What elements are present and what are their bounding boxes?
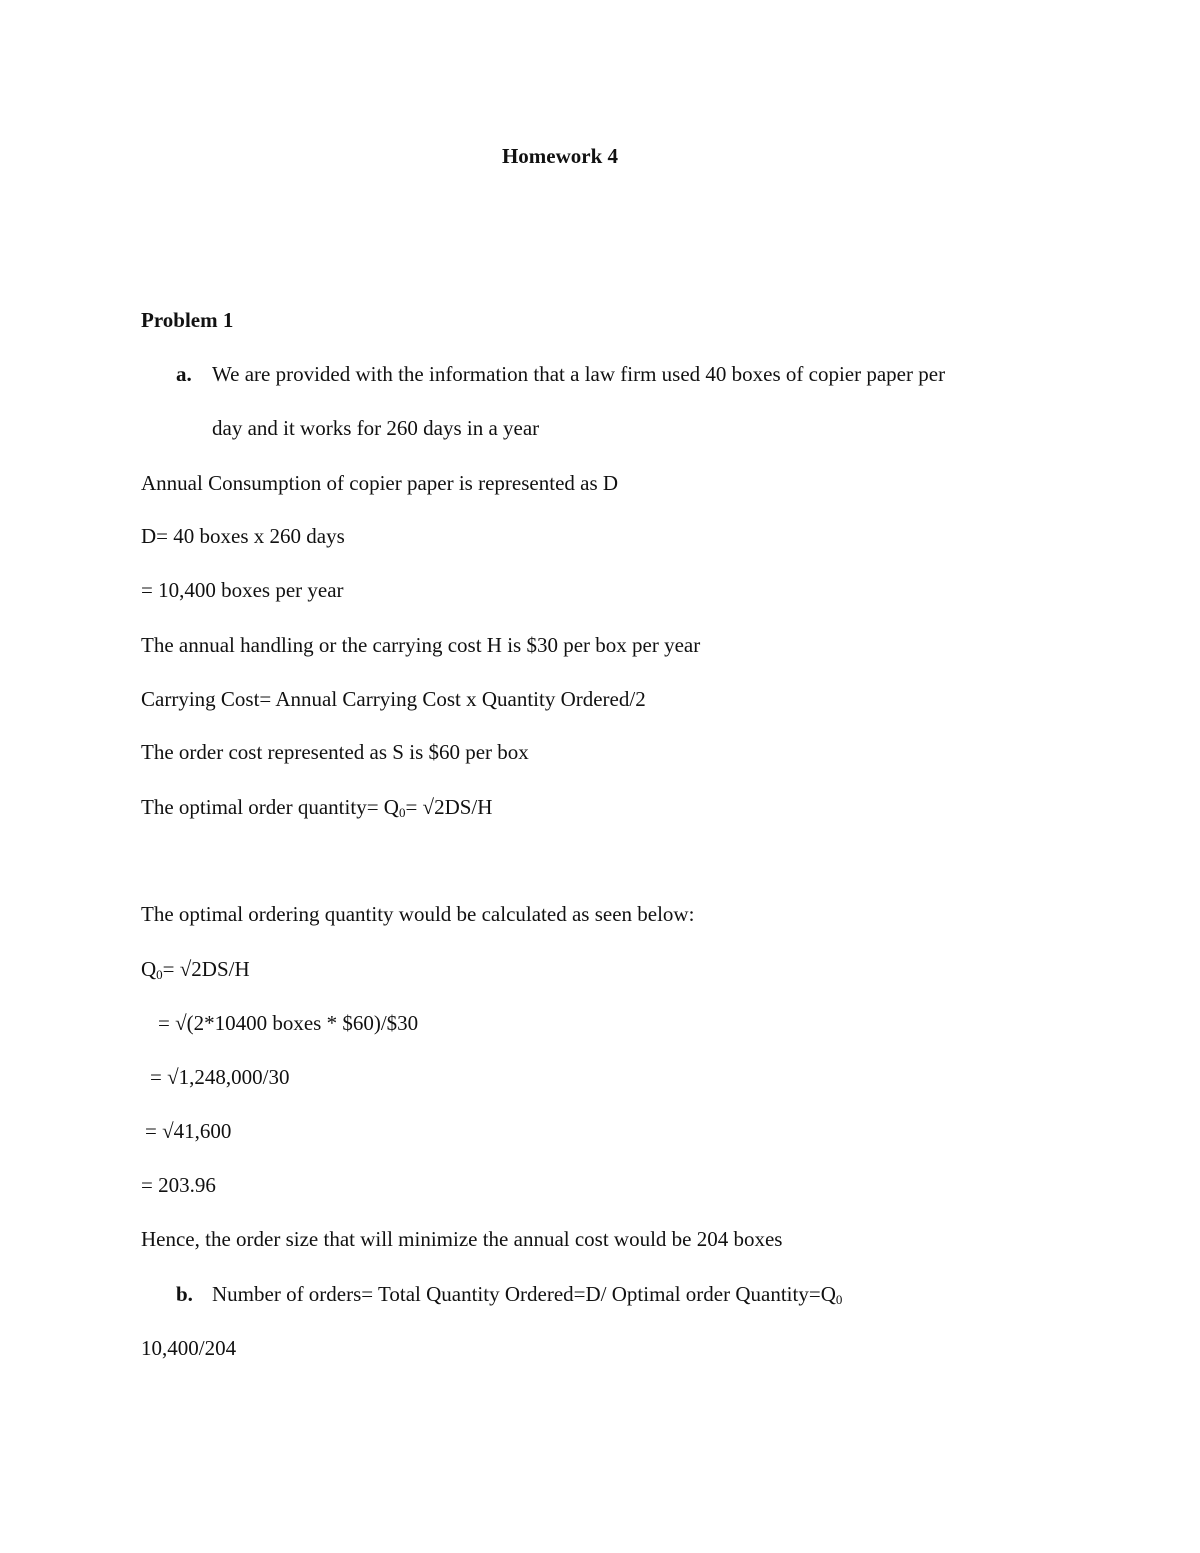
q0-symbol: Q (141, 957, 157, 981)
item-b-text (212, 1281, 842, 1307)
text-line-carrying-cost: The annual handling or the carrying cost H is $30 per box per year (141, 633, 701, 657)
page-title: Homework 4 (501, 144, 619, 168)
text-line-calc-step-3: = √41,600 (145, 1119, 232, 1143)
optimal-quantity-text: The optimal order quantity= Q (141, 795, 399, 819)
text-line-demand-formula: D= 40 boxes x 260 days (141, 524, 345, 548)
subscript-zero: 0 (835, 1292, 843, 1307)
text-line-conclusion: Hence, the order size that will minimize the annual cost would be 204 boxes (141, 1227, 783, 1251)
text-line-demand-result: = 10,400 boxes per year (141, 578, 344, 602)
text-line-orders-division: 10,400/204 (141, 1336, 237, 1360)
text-line-q0-formula (141, 956, 250, 982)
subscript-zero: 0 (398, 805, 406, 820)
text-line-calculation-intro: The optimal ordering quantity would be calculated as seen below: (141, 902, 695, 926)
subscript-zero: 0 (156, 967, 163, 982)
text-line-annual-consumption: Annual Consumption of copier paper is represented as D (141, 471, 619, 495)
text-line-carrying-formula: Carrying Cost= Annual Carrying Cost x Quantity Ordered/2 (141, 687, 646, 711)
optimal-quantity-formula: = √2DS/H (405, 795, 493, 819)
item-b-marker: b. (176, 1282, 193, 1306)
text-line-order-cost: The order cost represented as S is $60 per box (141, 740, 529, 764)
item-b-formula: Number of orders= Total Quantity Ordered=D/ Optimal order Quantity=Q (212, 1282, 836, 1306)
item-a-line-1: We are provided with the information that a law firm used 40 boxes of copier paper per (212, 362, 946, 386)
q0-formula: = √2DS/H (162, 957, 250, 981)
text-line-calc-step-2: = √1,248,000/30 (150, 1065, 290, 1089)
item-a-line-2: day and it works for 260 days in a year (212, 416, 540, 440)
item-a-marker: a. (176, 362, 192, 386)
text-line-calc-step-1: = √(2*10400 boxes * $60)/$30 (158, 1011, 419, 1035)
text-line-calc-result: = 203.96 (141, 1173, 216, 1197)
problem-heading: Problem 1 (141, 308, 234, 332)
text-line-optimal-quantity (141, 794, 492, 820)
